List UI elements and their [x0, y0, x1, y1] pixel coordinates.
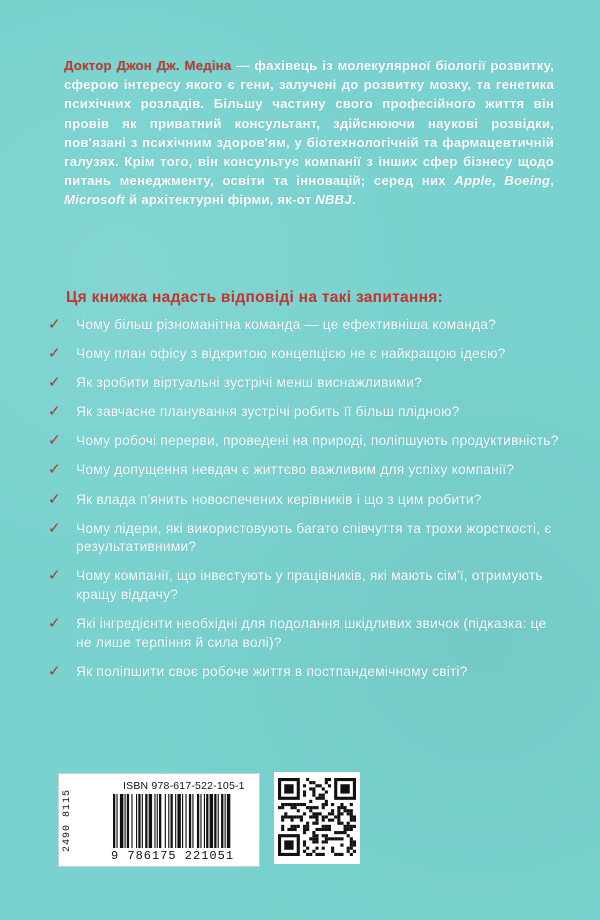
- qr-code-icon: [278, 778, 356, 856]
- question-item: [46, 461, 566, 480]
- check-icon: ✓: [48, 403, 61, 421]
- question-item: [46, 491, 566, 510]
- question-text: Чому допущення невдач є життєво важливим для успіху компанії?: [76, 462, 515, 478]
- isbn-label: ISBN 978-617-522-105-1: [123, 780, 245, 792]
- check-icon: ✓: [48, 615, 61, 633]
- check-icon: ✓: [48, 567, 61, 585]
- company-nbbj: NBBJ: [315, 192, 352, 208]
- question-text: Як влада п'янить новоспечених керівників і що з цим робити?: [76, 491, 482, 507]
- check-icon: ✓: [48, 461, 61, 479]
- question-text: Як зробити віртуальні зустрічі менш виснажливими?: [76, 375, 422, 391]
- question-item: [46, 374, 566, 393]
- check-icon: ✓: [48, 316, 61, 333]
- bio-text: — фахівець із молекулярної біології розвитку, сферою інтересу якого є гени, залучені до розвитку мозку, та генетика психічних розладів. Більшу частину свого професійного життя він провів як приватний консультант, здійснюючи наукові розвідки, пов'язані з психічним здоров'ям, у біотехнологічній та фармацевтичній галузях. Крім того, він консультує компанії з інших сфер бізнесу щодо питань менеджменту, освіти та інновацій; серед них: [64, 58, 554, 189]
- check-icon: ✓: [48, 662, 61, 680]
- bio-end: .: [351, 192, 356, 208]
- barcode-side-code: 2490 8115: [62, 788, 73, 852]
- ean-number: 9 786175 221051: [111, 849, 235, 863]
- question-item: [46, 432, 566, 451]
- question-text: Як поліпшити своє робоче життя в постпандемічному світі?: [76, 663, 468, 679]
- check-icon: ✓: [48, 345, 61, 363]
- question-item: [46, 345, 566, 364]
- questions-list: [46, 316, 566, 692]
- question-item: [46, 316, 566, 335]
- question-item: [46, 567, 566, 604]
- question-item: [46, 663, 566, 682]
- question-text: Як завчасне планування зустрічі робить її більш плідною?: [76, 404, 460, 420]
- barcode-bars: [113, 794, 253, 848]
- check-icon: ✓: [48, 519, 61, 537]
- separator: ,: [491, 173, 505, 189]
- check-icon: ✓: [48, 432, 61, 450]
- check-icon: ✓: [48, 374, 61, 392]
- barcode: [58, 773, 260, 867]
- question-text: Чому лідери, які використовують багато співчуття та трохи жорсткості, є результативними?: [76, 520, 552, 555]
- separator: ,: [550, 173, 554, 189]
- question-text: Чому робочі перерви, проведені на природі, поліпшують продуктивність?: [76, 433, 559, 449]
- question-text: Чому план офісу з відкритою концепцією не є найкращою ідеєю?: [76, 346, 506, 362]
- company-microsoft: Microsoft: [64, 192, 126, 208]
- question-item: [46, 615, 566, 652]
- question-text: Які інгредієнти необхідні для подолання шкідливих звичок (підказка: це не лише терпіння й сила волі)?: [76, 616, 547, 650]
- author-name: Доктор Джон Дж. Медіна: [64, 58, 232, 73]
- check-icon: ✓: [48, 490, 61, 508]
- question-text: Чому компанії, що інвестують у працівників, які мають сім'ї, отримують кращу віддачу?: [76, 568, 543, 602]
- company-apple: Apple: [454, 173, 492, 189]
- author-bio: [64, 56, 554, 210]
- questions-title: Ця книжка надасть відповіді на такі запитання:: [66, 289, 444, 306]
- question-item: [46, 520, 566, 557]
- company-boeing: Boeing: [504, 173, 551, 189]
- bio-text-2: й архітектурні фірми, як-от: [125, 192, 316, 208]
- question-item: [46, 403, 566, 422]
- question-text: Чому більш різноманітна команда — це ефективніша команда?: [76, 317, 497, 332]
- qr-code: [274, 772, 360, 864]
